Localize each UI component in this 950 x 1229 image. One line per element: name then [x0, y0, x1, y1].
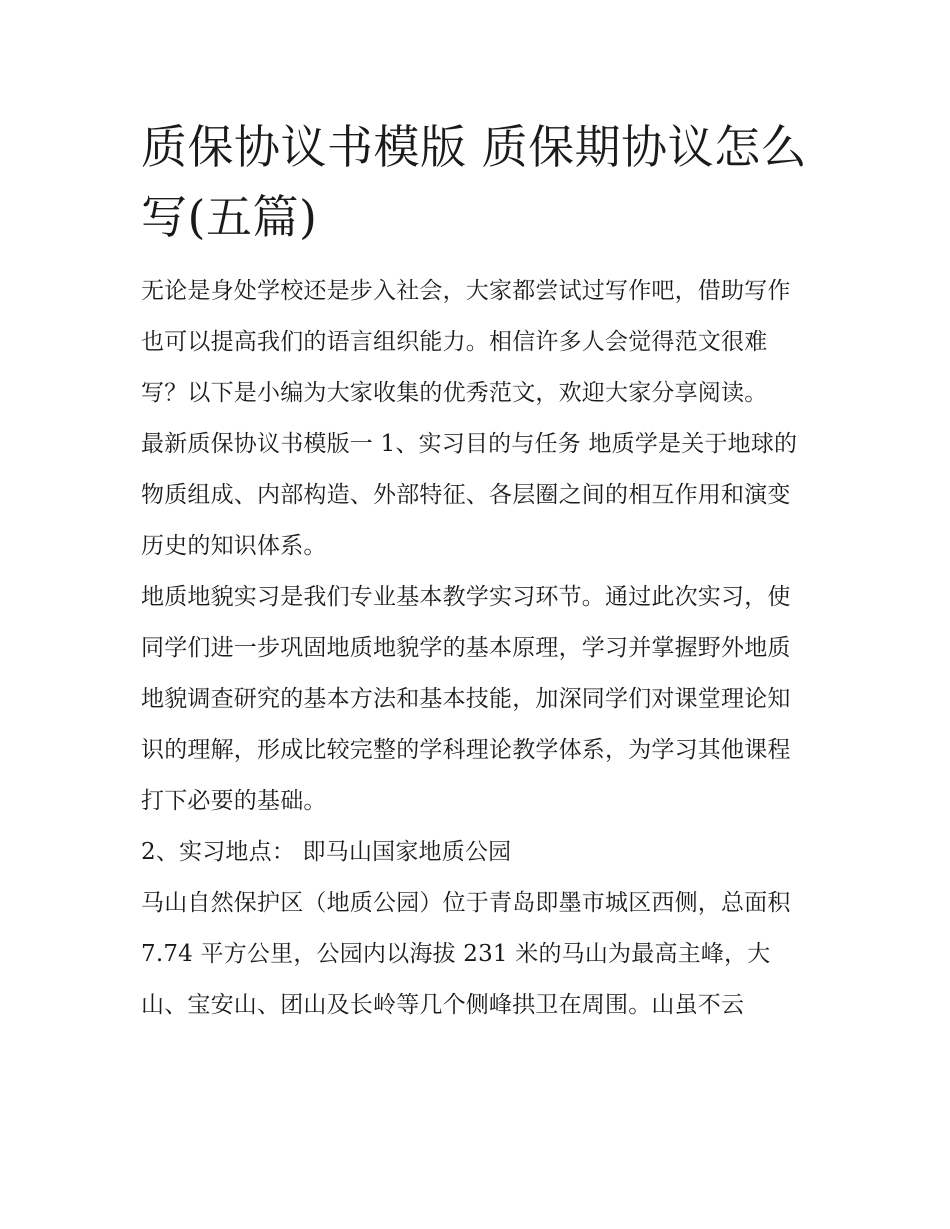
mashan-description-paragraph: 马山自然保护区（地质公园）位于青岛即墨市城区西侧，总面积 7.74 平方公里，公园内以海拔 231 米的马山为最高主峰，大山、宝安山、团山及长岭等几个侧峰拱卫在周围。山虽不云	[141, 890, 791, 1018]
internship-purpose-paragraph: 地质地貌实习是我们专业基本教学实习环节。通过此次实习，使同学们进一步巩固地质地貌学的基本原理，学习并掌握野外地质地貌调查研究的基本方法和基本技能，加深同学们对课堂理论知识的理解，形成比较完整的学科理论教学体系，为学习其他课程打下必要的基础。	[141, 584, 791, 814]
document-title: 质保协议书模版 质保期协议怎么写(五篇)	[141, 120, 808, 244]
section-one-paragraph: 最新质保协议书模版一 1、实习目的与任务 地质学是关于地球的物质组成、内部构造、外部特征、各层圈之间的相互作用和演变历史的知识体系。	[141, 431, 798, 559]
internship-location-heading: 2、实习地点： 即马山国家地质公园	[141, 839, 512, 865]
document-body	[141, 112, 813, 1031]
intro-paragraph: 无论是身处学校还是步入社会，大家都尝试过写作吧，借助写作也可以提高我们的语言组织能力。相信许多人会觉得范文很难写？以下是小编为大家收集的优秀范文，欢迎大家分享阅读。	[141, 278, 791, 406]
